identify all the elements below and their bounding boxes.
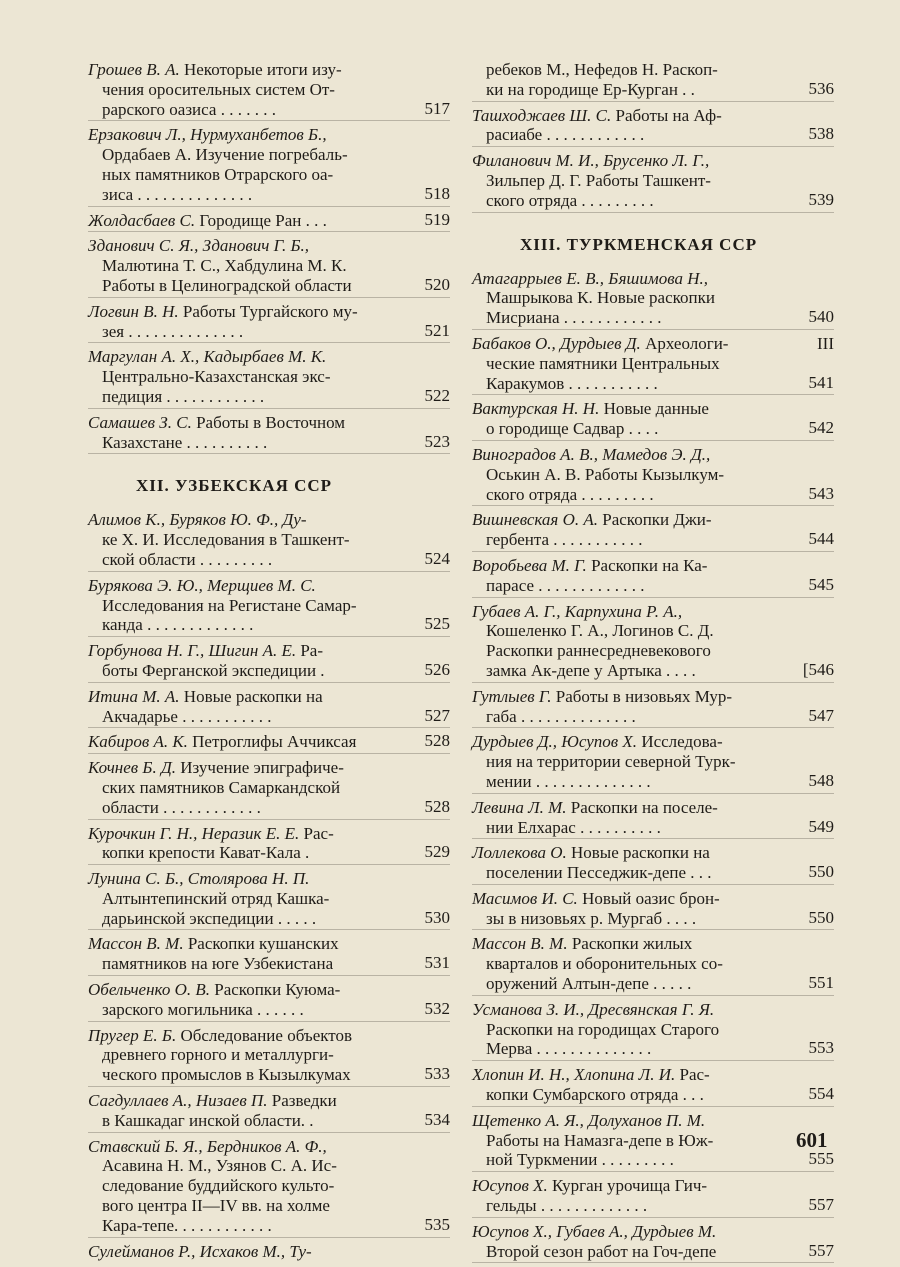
entry-continuation-line: зы в низовьях р. Мургаб . . . . [486,908,697,928]
entry-authors: Филанович М. И., Брусенко Л. Г., [472,151,710,171]
entry-authors: Кочнев Б. Д. [88,758,177,778]
entries-uzbek [88,510,450,1262]
toc-entry [472,60,834,102]
entry-page-number: 532 [424,998,450,1018]
entry-continuation-line: Каракумов . . . . . . . . . . . [486,373,658,393]
entry-authors: Юсупов Х. [472,1176,548,1196]
left-column [88,60,450,1266]
entry-continuation-line: Машрыкова К. Новые раскопки [486,288,715,308]
entry-page-number: 540 [808,307,834,327]
entry-first-line [472,732,788,752]
entries-turkmen [472,269,834,1264]
entry-page-number: 527 [424,705,450,725]
toc-entry [88,1026,450,1087]
margin-mark: III [817,333,834,353]
entry-title-start: Ра- [300,641,324,661]
toc-entry [472,687,834,729]
entry-authors: Маргулан А. Х., Кадырбаев М. К. [88,347,327,367]
entry-first-line [472,399,788,419]
entry-page-number: 557 [808,1195,834,1215]
entry-first-line [472,889,788,909]
entry-first-line [472,106,788,126]
toc-entry [472,151,834,212]
entry-continuation-line: зея . . . . . . . . . . . . . . [102,321,244,341]
entry-first-line [88,732,404,752]
entry-authors: Гутлыев Г. [472,686,552,706]
toc-entry [472,934,834,995]
entry-authors: Массон В. М. [88,934,184,954]
entry-continuation-line: Казахстане . . . . . . . . . . [102,432,268,452]
entry-continuation-line: канда . . . . . . . . . . . . . [102,615,254,635]
entry-first-line [472,1065,788,1085]
toc-entry [472,334,834,395]
entry-continuation-line: гельды . . . . . . . . . . . . . [486,1196,648,1216]
entry-title-start: Новые раскопки на [570,843,710,863]
entry-page-number: 555 [808,1149,834,1169]
entry-continuation-line: ной Туркмении . . . . . . . . . [486,1150,674,1170]
entry-first-line [88,1026,404,1046]
toc-entry [472,106,834,148]
entry-first-line [472,151,788,171]
toc-entry [472,269,834,330]
entry-first-line [88,125,404,145]
entry-first-line [88,211,404,231]
toc-entry [88,302,450,344]
entry-title-start: Некоторые итоги изу- [183,60,342,79]
entry-continuation-line: мении . . . . . . . . . . . . . . [486,771,651,791]
entry-continuation-line: чения оросительных систем От- [102,79,335,99]
entry-first-line [472,334,788,354]
entry-authors: Кабиров А. К. [88,732,188,752]
entry-page-number: 549 [808,816,834,836]
entry-first-line [472,843,788,863]
entry-first-line [472,934,788,954]
entry-page-number: 535 [424,1214,450,1234]
entry-continuation-line: парасе . . . . . . . . . . . . . [486,575,645,595]
entry-page-number: 538 [808,124,834,144]
entry-page-number: 518 [424,183,450,203]
entry-page-number: 533 [424,1064,450,1084]
entry-continuation-line: боты Ферганской экспедиции . [102,660,325,680]
entry-page-number: 534 [424,1109,450,1129]
entry-first-line [88,869,404,889]
entry-page-number: 553 [808,1038,834,1058]
entry-page-number: 520 [424,274,450,294]
toc-entry [88,641,450,683]
entry-first-line [88,641,404,661]
entry-page-number: 524 [424,548,450,568]
entry-title-start: Разведки [271,1091,337,1111]
toc-entry [88,934,450,976]
entry-continuation-line: расиабе . . . . . . . . . . . . [486,125,645,145]
entry-continuation-line: дарьинской экспедиции . . . . . [102,908,317,928]
entry-authors: Юсупов Х., Губаев А., Дурдыев М. [472,1221,717,1241]
entry-continuation-line: области . . . . . . . . . . . . [102,797,261,817]
entry-page-number: 526 [424,659,450,679]
entry-continuation-line: нии Елхарас . . . . . . . . . . [486,817,661,837]
entry-first-line [88,1137,404,1157]
toc-entry [88,347,450,408]
entry-continuation-line: зиса . . . . . . . . . . . . . . [102,184,253,204]
entry-first-line [88,687,404,707]
entry-authors: Масимов И. С. [472,888,578,908]
entry-continuation-line: Малютина Т. С., Хабдулина М. К. [102,256,347,276]
entry-continuation-line: Акчадарье . . . . . . . . . . . [102,706,272,726]
entry-first-line [472,798,788,818]
entry-continuation-line: габа . . . . . . . . . . . . . . [486,706,636,726]
entry-title-start: Новые данные [603,399,709,419]
entry-first-line [472,269,788,289]
entry-authors: Ташходжаев Ш. С. [472,105,612,125]
entry-authors: Бурякова Э. Ю., Мерщиев М. С. [88,575,316,595]
entry-page-number: 550 [808,907,834,927]
entry-page-number: 529 [424,842,450,862]
entry-continuation-line: копки крепости Кават-Кала . [102,843,310,863]
toc-entry [472,1222,834,1264]
entry-continuation-line: Исследования на Регистане Самар- [102,595,357,615]
entry-authors: Левина Л. М. [472,797,567,817]
entry-first-line [88,824,404,844]
entry-title-start: Работы на Аф- [615,105,722,125]
entry-page-number: 523 [424,431,450,451]
entry-first-line [472,1111,788,1131]
entry-page-number: 557 [808,1240,834,1260]
entry-first-line [88,302,404,322]
entry-authors: Бабаков О., Дурдыев Д. [472,333,641,353]
entry-title-start: Петроглифы Аччиксая [192,732,357,752]
entry-page-number: 543 [808,483,834,503]
toc-entry [88,236,450,297]
toc-entry [88,824,450,866]
entry-continuation-line: копки Сумбарского отряда . . . [486,1085,704,1105]
toc-entry [88,211,450,233]
entry-page-number: 542 [808,418,834,438]
entry-first-line [472,687,788,707]
entry-continuation-line: поселении Песседжик-депе . . . [486,863,712,883]
entry-title-start: Городище Ран . . . [199,210,327,230]
entry-title-start: Археологи- [645,333,729,353]
entry-authors: Горбунова Н. Г., Шигин А. Е. [88,641,297,661]
entry-continuation-line: ческие памятники Центральных [486,353,720,373]
entry-first-line [472,602,788,622]
entry-continuation-line: о городище Садвар . . . . [486,419,659,439]
entry-page-number: 541 [808,372,834,392]
entry-continuation-line: памятников на юге Узбекистана [102,954,334,974]
entries-kazakh [88,60,450,454]
entry-first-line [472,1000,788,1020]
toc-entry [88,732,450,754]
entry-first-line [472,556,788,576]
toc-entry [472,889,834,931]
entry-page-number: [546 [802,659,834,679]
entry-authors: Виноградов А. В., Мамедов Э. Д., [472,444,711,464]
entry-first-line [472,1222,788,1242]
entry-title-start: Раскопки Куюма- [214,980,341,1000]
entry-page-number: 539 [808,189,834,209]
entry-title-start: Раскопки жилых [571,934,693,954]
entry-authors: Ставский Б. Я., Бердников А. Ф., [88,1136,327,1156]
entry-continuation-line: ской области . . . . . . . . . [102,549,273,569]
entry-first-line [472,445,788,465]
entry-continuation-line: ского отряда . . . . . . . . . [486,190,654,210]
toc-entry [88,510,450,571]
entry-continuation-line: Работы на Намазга-депе в Юж- [486,1130,714,1150]
entry-first-line [472,510,788,530]
entry-title-start: Раскопки на поселе- [570,797,718,817]
toc-entry [472,602,834,683]
toc-entry [472,1065,834,1107]
entry-continuation-line: ния на территории северной Турк- [486,752,736,772]
entry-continuation-line: ских памятников Самаркандской [102,777,341,797]
entry-continuation-line: Оськин А. В. Работы Кызылкум- [486,464,725,484]
entry-authors: Лунина С. Б., Столярова Н. П. [88,869,310,889]
entry-continuation-line: в Кашкадаг инской области. . [102,1110,314,1130]
entry-authors: Логвин В. Н. [88,301,179,321]
entry-page-number: 550 [808,862,834,882]
entry-continuation-line: Кошеленко Г. А., Логинов С. Д. [486,621,714,641]
entry-title-start: Раскопки кушанских [187,934,339,954]
entry-authors: Самашев З. С. [88,412,192,432]
toc-entry [88,576,450,637]
toc-entry [472,798,834,840]
toc-entry [472,556,834,598]
entry-continuation-line: замка Ак-депе у Артыка . . . . [486,660,696,680]
entry-authors: Сагдуллаев А., Низаев П. [88,1091,268,1111]
entry-first-line [88,60,404,80]
toc-entry [88,60,450,121]
entry-title-start: Изучение эпиграфиче- [180,758,344,778]
entry-page-number: 531 [424,953,450,973]
entry-continuation-line: ке Х. И. Исследования в Ташкент- [102,530,350,550]
entry-continuation-line: вого центра II—IV вв. на холме [102,1196,330,1216]
entry-first-line [88,236,404,256]
entry-continuation-line: Мерва . . . . . . . . . . . . . . [486,1039,652,1059]
entry-continuation-line: гербента . . . . . . . . . . . [486,530,643,550]
entry-authors: Вишневская О. А. [472,510,598,530]
toc-entry [472,510,834,552]
entry-authors: Пругер Е. Б. [88,1025,177,1045]
entry-continuation-line: педиция . . . . . . . . . . . . [102,386,265,406]
entry-authors: Дурдыев Д., Юсупов Х. [472,732,638,752]
toc-entry [472,1176,834,1218]
entry-page-number: 544 [808,529,834,549]
entry-first-line [88,758,404,778]
entry-authors: Щетенко А. Я., Долуханов П. М. [472,1110,706,1130]
entry-continuation-line: ных памятников Отрарского оа- [102,164,334,184]
entry-continuation-line: Мисриана . . . . . . . . . . . . [486,308,662,328]
section-heading-turkmen: XIII. ТУРКМЕНСКАЯ ССР [520,234,758,254]
entry-title-start: Работы Тургайского му- [182,301,358,321]
entry-authors: Жолдасбаев С. [88,210,196,230]
entry-first-line [88,347,404,367]
entry-first-line [88,510,404,530]
entry-page-number: 522 [424,385,450,405]
entry-first-line [88,1091,404,1111]
entry-page-number: 517 [424,98,450,118]
entry-authors: Курочкин Г. Н., Неразик Е. Е. [88,823,300,843]
entry-continuation-line: оружений Алтын-депе . . . . . [486,974,692,994]
toc-entry [88,687,450,729]
entry-authors: Зданович С. Я., Зданович Г. Б., [88,236,310,256]
entry-first-line [88,413,404,433]
toc-entry [88,1242,450,1263]
entry-title-start: Новые раскопки на [183,686,323,706]
entries-uzbek-continued [472,60,834,213]
entry-continuation-line: Асавина Н. М., Узянов С. А. Ис- [102,1156,337,1176]
entry-first-line [472,1176,788,1196]
entry-first-line [88,576,404,596]
entry-title-start: Раскопки Джи- [602,510,712,530]
toc-entry [88,1091,450,1133]
entry-continuation-line: кварталов и оборонительных со- [486,954,723,974]
entry-continuation-line: Второй сезон работ на Гоч-депе [486,1241,717,1261]
entry-continuation-line: Работы в Целиноградской области [102,275,352,295]
toc-entry [472,1000,834,1061]
entry-title-start: Новый оазис брон- [582,888,720,908]
entry-title-start: Раскопки на Ка- [591,555,708,575]
entry-first-line [88,980,404,1000]
entry-continuation-line: Ордабаев А. Изучение погребаль- [102,145,348,165]
entry-first-line [88,934,404,954]
entry-authors: Атагаррыев Е. В., Бяшимова Н., [472,268,708,288]
entry-page-number: 525 [424,614,450,634]
toc-entry [472,399,834,441]
entry-title-start: Рас- [679,1065,710,1085]
entry-authors: Алимов К., Буряков Ю. Ф., Ду- [88,510,307,530]
entry-continuation-line: зарского могильника . . . . . . [102,999,304,1019]
entry-continuation-line: рарского оазиса . . . . . . . [102,99,276,119]
entry-continuation-line: ческого промыслов в Кызылкумах [102,1065,351,1085]
entry-authors: Массон В. М. [472,934,568,954]
entry-authors: Сулейманов Р., Исхаков М., Ту- [88,1241,312,1261]
page-number: 601 [796,1128,828,1152]
entry-page-number: 545 [808,574,834,594]
toc-entry [88,413,450,455]
toc-entry [88,869,450,930]
entry-authors: Воробьева М. Г. [472,555,587,575]
entry-page-number: 554 [808,1084,834,1104]
entry-page-number: 547 [808,705,834,725]
toc-entry [472,445,834,506]
toc-entry [88,758,450,819]
entry-continuation-line: Раскопки на городищах Старого [486,1019,720,1039]
entry-title-start: Курган урочища Гич- [552,1176,708,1196]
toc-entry [88,1137,450,1238]
entry-authors: Лоллекова О. [472,843,567,863]
entry-page-number: 548 [808,770,834,790]
right-column [472,60,834,1267]
entry-authors: Грошев В. А. [88,60,180,79]
section-heading-uzbek: XII. УЗБЕКСКАЯ ССР [136,476,333,496]
entry-first-line [88,1242,404,1262]
entry-page-number: 519 [424,209,450,229]
toc-entry [88,125,450,206]
entry-authors: Хлопин И. Н., Хлопина Л. И. [472,1065,676,1085]
entry-authors: Итина М. А. [88,686,180,706]
entry-authors: Вактурская Н. Н. [472,399,600,419]
entry-title-start: Работы в Восточном [196,412,346,432]
entry-continuation-line: ского отряда . . . . . . . . . [486,484,654,504]
entry-page-number: 551 [808,973,834,993]
entry-continuation-line: Центрально-Казахстанская экс- [102,367,331,387]
toc-entry [472,843,834,885]
entry-authors: Ерзакович Л., Нурмуханбетов Б., [88,125,327,145]
entry-authors: Усманова З. И., Дресвянская Г. Я. [472,999,715,1019]
entry-title-start: Рас- [303,823,334,843]
entry-authors: Обельченко О. В. [88,980,211,1000]
entry-title-start: Обследование объектов [180,1025,353,1045]
toc-entry [472,1111,834,1172]
entry-page-number: 528 [424,731,450,751]
entry-continuation-line: ребеков М., Нефедов Н. Раскоп- [486,60,718,79]
entry-continuation-line: Раскопки раннесредневекового [486,641,711,661]
entry-continuation-line: ки на городище Ер-Курган . . [486,79,695,99]
entry-page-number: 528 [424,796,450,816]
entry-page-number: 521 [424,320,450,340]
entry-page-number: 530 [424,907,450,927]
entry-continuation-line: Кара-тепе. . . . . . . . . . . . [102,1215,272,1235]
entry-title-start: Работы в низовьях Мур- [555,686,733,706]
entry-continuation-line: древнего горного и металлурги- [102,1045,334,1065]
entry-page-number: 536 [808,78,834,98]
entry-continuation-line: следование буддийского культо- [102,1176,335,1196]
entry-continuation-line: Алтынтепинский отряд Кашка- [102,888,330,908]
toc-entry [472,732,834,793]
entry-title-start: Исследова- [641,732,723,752]
entry-authors: Губаев А. Г., Карпухина Р. А., [472,601,683,621]
entry-continuation-line: Зильпер Д. Г. Работы Ташкент- [486,170,711,190]
toc-entry [88,980,450,1022]
